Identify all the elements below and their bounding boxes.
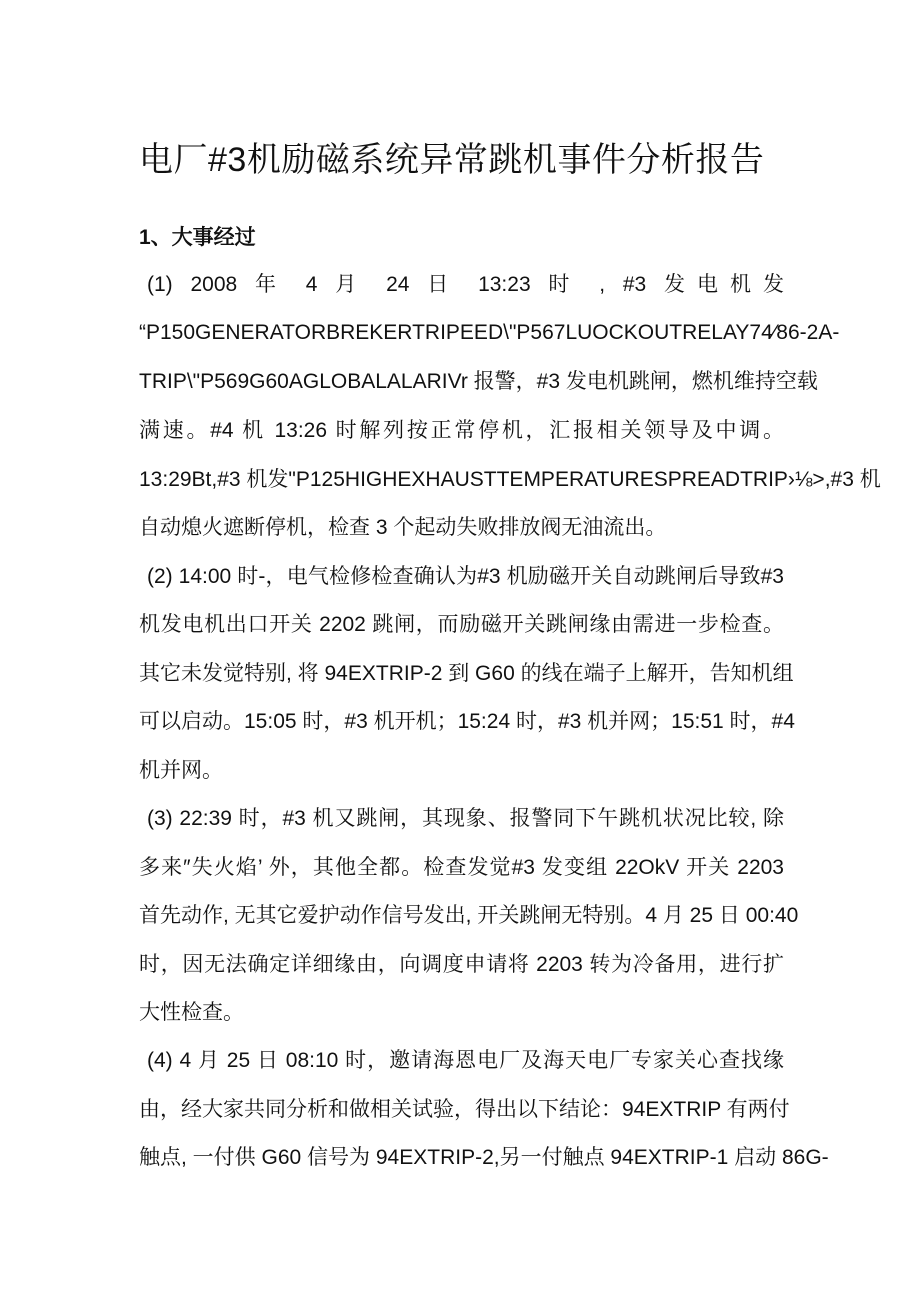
paragraph-line: 可以启动。15:05 时，#3 机开机；15:24 时，#3 机并网；15:51 时，#4 [139, 710, 795, 733]
document-title: 电厂#3机励磁系统异常跳机事件分析报告 [139, 141, 765, 179]
paragraph-line: 由，经大家共同分析和做相关试验，得出以下结论：94EXTRIP 有两付 [139, 1098, 790, 1121]
paragraph-line: 机并网。 [139, 759, 223, 782]
section-heading: 1、大事经过 [139, 226, 256, 249]
paragraph-line: TRIP\"P569G60AGLOBALALARIVr 报警，#3 发电机跳闸，燃机维持空载 [139, 370, 818, 393]
paragraph-line: 机发电机出口开关 2202 跳闸，而励磁开关跳闸缘由需进一步检查。 [139, 613, 784, 636]
paragraph-line: (1) 2008 年 4 月 24 日 13:23 时 , #3 发电机发 [147, 273, 784, 296]
paragraph-line: 其它未发觉特别, 将 94EXTRIP-2 到 G60 的线在端子上解开，告知机组 [139, 662, 794, 685]
paragraph-line: (3) 22:39 时，#3 机又跳闸，其现象、报警同下午跳机状况比较, 除 [147, 807, 784, 830]
paragraph-line: 触点, 一付供 G60 信号为 94EXTRIP-2,另一付触点 94EXTRIP-1 启动 86G- [139, 1146, 829, 1169]
paragraph-line: 首先动作, 无其它爱护动作信号发出, 开关跳闸无特别。4 月 25 日 00:40 [139, 904, 799, 927]
paragraph-line: 多来″失火焰’ 外，其他全都。检查发觉#3 发变组 22OkV 开关 2203 [139, 856, 784, 879]
paragraph-line: 自动熄火遮断停机，检查 3 个起动失败排放阀无油流出。 [139, 516, 667, 539]
paragraph-line: (2) 14:00 时-，电气检修检查确认为#3 机励磁开关自动跳闸后导致#3 [147, 565, 784, 588]
paragraph-line: 满速。#4 机 13:26 时解列按正常停机，汇报相关领导及中调。 [139, 419, 784, 442]
paragraph-line: “P150GENERATORBREKERTRIPEED\"P567LUOCKOUTRELAY74⁄86-2A- [139, 321, 840, 344]
paragraph-line: 13:29Bt,#3 机发"P125HIGHEXHAUSTTEMPERATURESPREADTRIP›⅛>,#3 机 [139, 468, 881, 491]
paragraph-line: 时，因无法确定详细缘由，向调度申请将 2203 转为冷备用，进行扩 [139, 953, 784, 976]
paragraph-line: 大性检查。 [139, 1001, 244, 1024]
paragraph-line: (4) 4 月 25 日 08:10 时，邀请海恩电厂及海天电厂专家关心查找缘 [147, 1049, 784, 1072]
